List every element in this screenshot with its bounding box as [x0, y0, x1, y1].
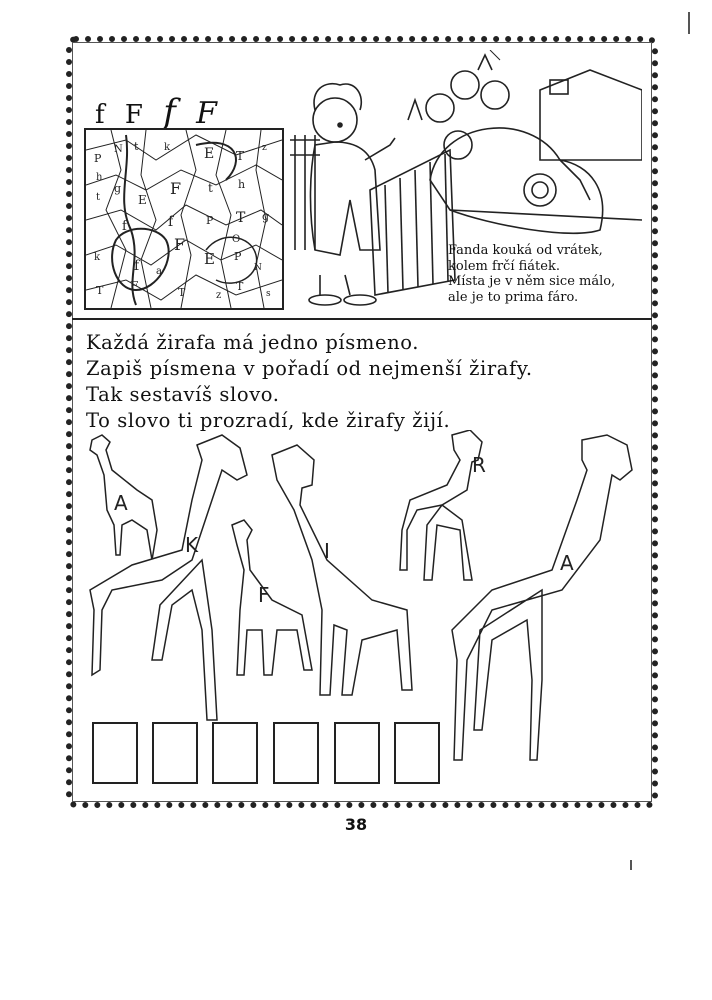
- svg-text:T: T: [96, 284, 104, 297]
- giraffe-letter: I: [324, 539, 330, 563]
- svg-text:f: f: [122, 219, 127, 234]
- poem-line: Fanda kouká od vrátek,: [448, 243, 603, 258]
- letters-header: [95, 92, 229, 132]
- svg-text:k: k: [94, 252, 101, 263]
- svg-text:s: s: [266, 289, 271, 299]
- answer-box[interactable]: [212, 722, 258, 784]
- svg-text:a: a: [156, 266, 162, 277]
- svg-text:g: g: [114, 182, 122, 195]
- giraffe-medium-outline: [400, 430, 482, 580]
- poem-line: kolem frčí fiátek.: [448, 258, 560, 274]
- poem: [448, 243, 615, 305]
- svg-text:z: z: [262, 143, 267, 153]
- svg-text:F: F: [130, 279, 139, 293]
- svg-text:z: z: [216, 290, 222, 301]
- page-number: 38: [344, 815, 368, 834]
- svg-text:k: k: [164, 142, 171, 153]
- cursive-uppercase-letter: F: [196, 96, 217, 131]
- svg-text:F: F: [174, 235, 186, 254]
- svg-text:f: f: [168, 214, 174, 230]
- svg-text:f: f: [134, 258, 140, 274]
- giraffe-large-outline: [272, 445, 412, 695]
- giraffe-medium-small-outline: [232, 520, 312, 675]
- scan-mark: [630, 860, 632, 870]
- svg-text:T: T: [236, 280, 244, 293]
- svg-text:t: t: [134, 140, 139, 153]
- giraffe-letter: A: [114, 491, 128, 515]
- scan-mark: [688, 12, 690, 34]
- svg-text:F: F: [170, 179, 182, 198]
- answer-box[interactable]: [394, 722, 440, 784]
- svg-text:t: t: [96, 192, 101, 203]
- instruction-line: To slovo ti prozradí, kde žirafy žijí.: [86, 409, 451, 432]
- svg-text:h: h: [96, 172, 103, 183]
- giraffe-largest-outline: [452, 435, 632, 760]
- answer-box[interactable]: [152, 722, 198, 784]
- svg-text:P: P: [206, 214, 214, 227]
- giraffe-letter: A: [560, 551, 574, 575]
- svg-text:T: T: [236, 210, 246, 226]
- answer-box[interactable]: [334, 722, 380, 784]
- letter-mosaic-puzzle: [84, 128, 284, 310]
- cursive-lowercase-letter: f: [163, 92, 176, 132]
- svg-text:E: E: [138, 193, 147, 207]
- svg-text:E: E: [204, 146, 215, 162]
- section-divider: [72, 318, 652, 320]
- mosaic-drawing: [86, 130, 282, 308]
- answer-box[interactable]: [273, 722, 319, 784]
- svg-text:T: T: [178, 286, 186, 299]
- task-instructions: [86, 330, 533, 434]
- svg-text:P: P: [234, 250, 242, 263]
- svg-text:N: N: [254, 263, 262, 273]
- poem-line: ale je to prima fáro.: [448, 289, 579, 305]
- printed-lowercase-letter: f: [95, 100, 105, 130]
- svg-text:O: O: [232, 234, 241, 245]
- svg-text:t: t: [208, 181, 213, 195]
- svg-text:h: h: [238, 178, 246, 191]
- instruction-line: Každá žirafa má jedno písmeno.: [86, 331, 420, 354]
- instruction-line: Tak sestavíš slovo.: [86, 383, 280, 406]
- svg-text:T: T: [236, 149, 245, 163]
- svg-text:N: N: [114, 144, 123, 155]
- giraffe-letter: K: [185, 533, 199, 557]
- giraffe-letter: F: [258, 583, 270, 607]
- answer-box[interactable]: [92, 722, 138, 784]
- mosaic-letter: P: [94, 152, 102, 165]
- svg-text:g: g: [262, 210, 270, 223]
- svg-text:E: E: [204, 250, 215, 268]
- printed-uppercase-letter: F: [124, 100, 143, 130]
- poem-line: Místa je v něm sice málo,: [448, 274, 616, 289]
- instruction-line: Zapiš písmena v pořadí od nejmenší žirafy.: [86, 357, 533, 380]
- giraffe-letter: R: [472, 453, 486, 477]
